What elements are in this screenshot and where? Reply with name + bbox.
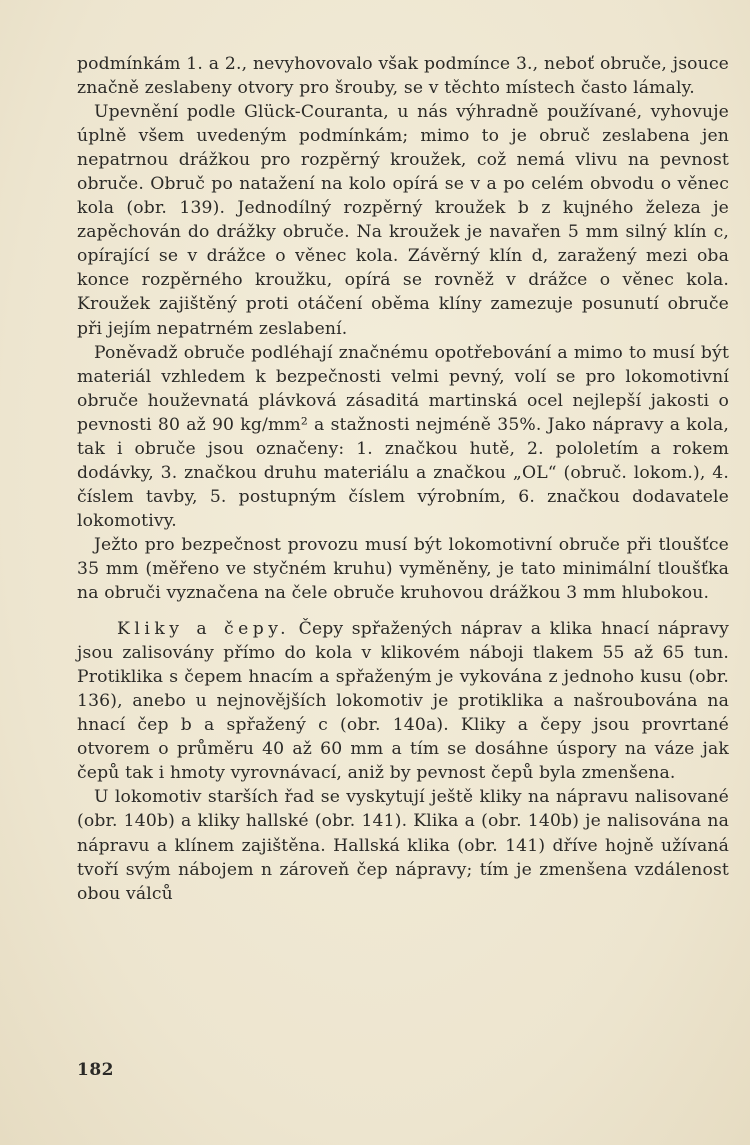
paragraph-tyre-material: Poněvadž obruče podléhají značnému opotřebování a mimo to musí být materiál vzhledem k bezpečnosti velmi pevný, volí se pro lokomotivní obruče houževnatá plávková zásaditá martinská ocel nejlepší jakosti o pevnosti 80 až 90 kg/mm² a stažnosti nejméně 35%. Jako nápravy a kola, tak i obruče jsou označeny: 1. značkou hutě, 2. pololetím a rokem dodávky, 3. značkou druhu materiálu a značkou „OL“ (obruč. lokom.), 4. číslem tavby, 5. postupným číslem výrobním, 6. značkou dodavatele lokomotivy. <box>77 342 729 531</box>
paragraph-continuation: podmínkám 1. a 2., nevyhovovalo však podmínce 3., neboť obruče, jsouce značně zeslabeny otvory pro šrouby, se v těchto místech často lámaly. <box>77 54 729 99</box>
section-text: Čepy spřažených náprav a klika hnací nápravy jsou zalisovány přímo do kola v klikovém náboji tlakem 55 až 65 tun. Protiklika s čepem hnacím a spřaženým je vykována z jednoho kusu (obr. 136), anebo u nejnovějších lokomotiv je protiklika a našroubována na hnací čep b a spřažený c (obr. 140a). Kliky a čepy jsou provrtané otvorem o průměru 40 až 60 mm a tím se dosáhne úspory na váze jak čepů tak i hmoty vyrovnávací, aniž by pevnost čepů byla zmenšena. <box>77 619 729 784</box>
paragraph-gluck-courant: Upevnění podle Glück-Couranta, u nás výhradně používané, vyhovuje úplně všem uvedeným podmínkám; mimo to je obruč zeslabena jen nepatrnou drážkou pro rozpěrný kroužek, což nemá vlivu na pevnost obruče. Obruč po natažení na kolo opírá se v a po celém obvodu o věnec kola (obr. 139). Jednodílný rozpěrný kroužek b z kujného železa je zapěchován do drážky obruče. Na kroužek je navařen 5 mm silný klín c, opírající se v drážce o věnec kola. Závěrný klín d, zaražený mezi oba konce rozpěrného kroužku, opírá se rovněž v drážce o věnec kola. Kroužek zajištěný proti otáčení oběma klíny zamezuje posunutí obruče při jejím nepatrném zeslabení. <box>77 102 729 339</box>
paragraph-minimum-thickness: Ježto pro bezpečnost provozu musí být lokomotivní obruče při tloušťce 35 mm (měřeno ve styčném kruhu) vyměněny, je tato minimální tloušťka na obruči vyznačena na čele obruče kruhovou drážkou 3 mm hlubokou. <box>77 534 729 604</box>
paragraph-older-locomotives: U lokomotiv starších řad se vyskytují ještě kliky na nápravu nalisované (obr. 140b) a kliky hallské (obr. 141). Klika a (obr. 140b) je nalisována na nápravu a klínem zajištěna. Hallská klika (obr. 141) dříve hojně užívaná tvoří svým nábojem n zároveň čep nápravy; tím je zmenšena vzdálenost obou válců <box>77 787 729 904</box>
paragraph-cranks-pins <box>77 617 729 785</box>
page-number: 182 <box>77 1060 114 1080</box>
section-heading: Kliky a čepy. <box>117 619 291 640</box>
body-text <box>77 52 729 906</box>
